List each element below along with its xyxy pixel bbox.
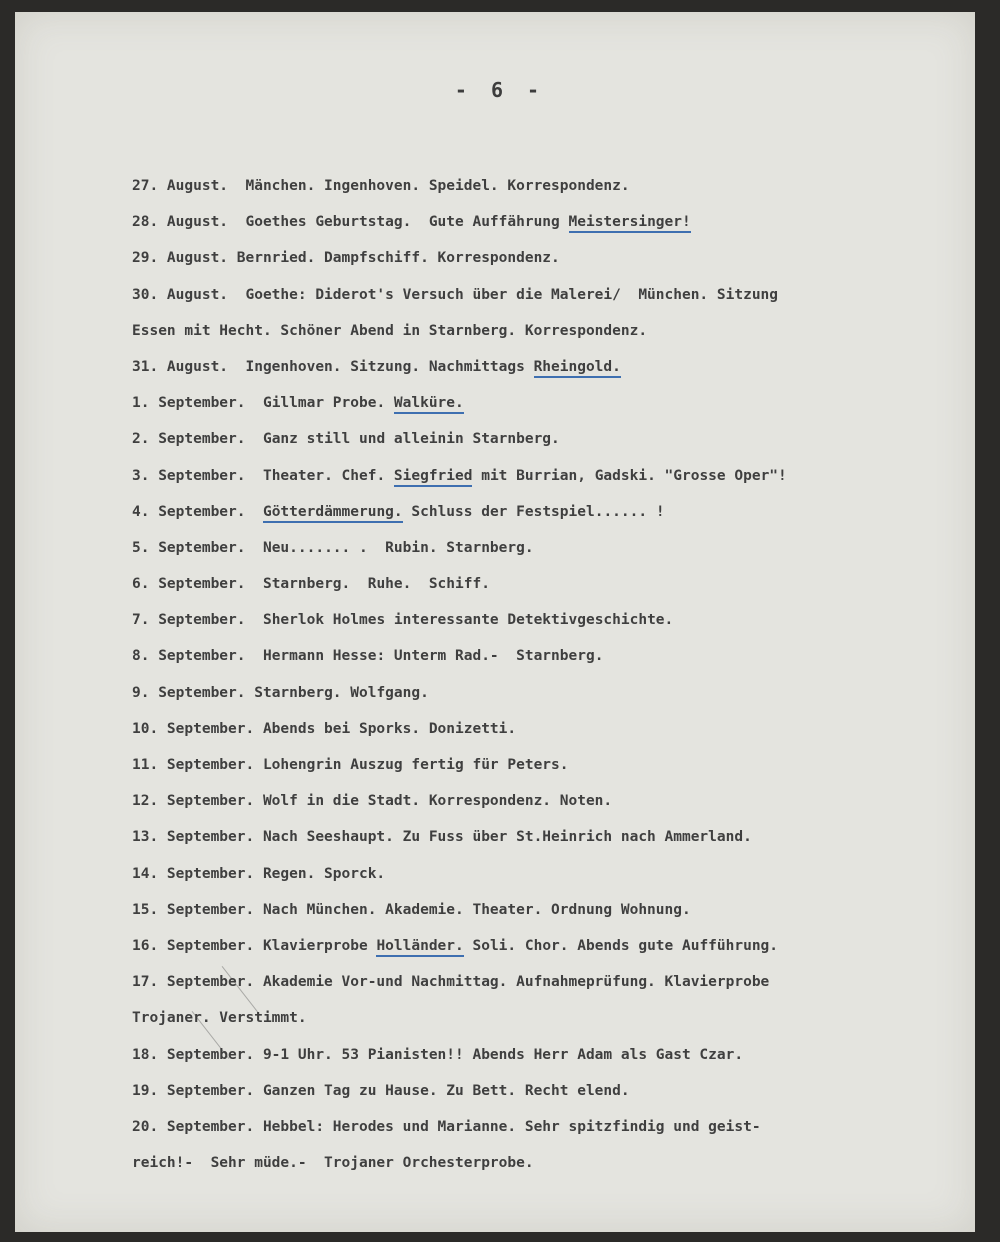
entry-date: 11. September. (132, 757, 255, 773)
entry-text: Lohengrin Auszug fertig für Peters. (254, 757, 569, 773)
entry-text: Abends bei Sporks. Donizetti. (254, 720, 517, 737)
diary-line (132, 1109, 962, 1145)
diary-line (132, 566, 962, 602)
entry-text: Bernried. Dampfschiff. Korrespondenz. (228, 250, 560, 267)
entry-text: reich!- Sehr müde.- Trojaner Orchesterprobe. (132, 1155, 534, 1172)
entry-date: 27. August. (132, 178, 229, 194)
diary-line (132, 602, 962, 638)
entry-date: 16. September. (132, 937, 255, 954)
diary-line (132, 168, 962, 204)
diary-line (132, 892, 962, 928)
diary-line (132, 783, 962, 819)
diary-line (132, 964, 962, 1000)
diary-line (132, 240, 962, 276)
diary-line (132, 204, 962, 240)
page-number: - 6 - (454, 78, 546, 102)
entry-date: 12. September. (132, 793, 255, 810)
entry-text (246, 504, 263, 520)
entry-date: 28. August. (132, 214, 229, 231)
diary-line (132, 313, 962, 349)
entry-date: 5. September. (132, 539, 246, 556)
entry-date: 19. September. (132, 1082, 255, 1099)
entry-text: Goethe: Diderot's Versuch über die Malerei/ München. Sitzung (228, 286, 779, 303)
entry-text: Starnberg. Ruhe. Schiff. (245, 576, 490, 593)
diary-line (132, 349, 962, 385)
underlined-title: Meistersinger! (569, 214, 691, 233)
entry-text: Goethes Geburtstag. Gute Auffährung (228, 214, 569, 231)
entry-date: 18. September. (132, 1046, 255, 1063)
diary-line (132, 494, 962, 530)
entry-text: Wolf in die Stadt. Korrespondenz. Noten. (254, 793, 613, 810)
entry-text: Ganzen Tag zu Hause. Zu Bett. Recht elend. (254, 1082, 630, 1099)
entry-text: Sherlok Holmes interessante Detektivgeschichte. (245, 612, 674, 629)
entry-text: Trojaner. Verstimmt. (132, 1010, 307, 1027)
entry-date: 4. September. (132, 503, 246, 520)
entry-text: Ganz still und alleinin Starnberg. (245, 431, 560, 448)
diary-line (132, 1073, 962, 1109)
diary-line (132, 1037, 962, 1073)
entry-text: Schluss der Festspiel...... ! (402, 503, 665, 520)
entry-text: Gillmar Probe. (245, 395, 394, 412)
underlined-title: Götterdämmerung. (263, 504, 403, 523)
diary-line (132, 638, 962, 674)
entry-date: 7. September. (132, 612, 246, 629)
entry-date: 1. September. (132, 395, 246, 412)
diary-line (132, 928, 962, 964)
entry-text: Ingenhoven. Sitzung. Nachmittags (228, 358, 534, 375)
entry-text: Mänchen. Ingenhoven. Speidel. Korrespondenz. (228, 178, 630, 194)
entry-text: Theater. Chef. (245, 467, 394, 484)
diary-line (132, 530, 962, 566)
diary-line (132, 711, 962, 747)
entry-date: 6. September. (132, 576, 246, 593)
entry-text: Hermann Hesse: Unterm Rad.- Starnberg. (245, 648, 604, 665)
diary-line (132, 277, 962, 313)
underlined-title: Siegfried (394, 468, 473, 487)
entry-text: Nach München. Akademie. Theater. Ordnung Wohnung. (254, 901, 691, 918)
entry-text: Nach Seeshaupt. Zu Fuss über St.Heinrich nach Ammerland. (254, 829, 752, 846)
entry-text: Regen. Sporck. (254, 865, 386, 882)
diary-entries (132, 168, 962, 1181)
diary-line (132, 1000, 962, 1036)
entry-text: Klavierprobe (254, 937, 377, 954)
entry-date: 30. August. (132, 286, 229, 303)
entry-text: Neu....... . Rubin. Starnberg. (245, 539, 534, 556)
diary-line (132, 819, 962, 855)
entry-text: Akademie Vor-und Nachmittag. Aufnahmeprüfung. Klavierprobe (254, 974, 770, 991)
underlined-title: Walküre. (394, 395, 464, 414)
entry-date: 8. September. (132, 648, 246, 665)
diary-line (132, 747, 962, 783)
diary-line (132, 458, 962, 494)
underlined-title: Rheingold. (534, 359, 621, 378)
entry-text: Hebbel: Herodes und Marianne. Sehr spitzfindig und geist- (254, 1118, 761, 1135)
entry-text: 9-1 Uhr. 53 Pianisten!! Abends Herr Adam als Gast Czar. (254, 1046, 744, 1063)
diary-line (132, 421, 962, 457)
entry-date: 3. September. (132, 467, 246, 484)
entry-text: Essen mit Hecht. Schöner Abend in Starnberg. Korrespondenz. (132, 322, 648, 339)
entry-text: Soli. Chor. Abends gute Aufführung. (463, 937, 779, 954)
diary-line (132, 385, 962, 421)
entry-date: 14. September. (132, 865, 255, 882)
entry-date: 15. September. (132, 901, 255, 918)
diary-line (132, 675, 962, 711)
entry-date: 20. September. (132, 1118, 255, 1135)
entry-date: 10. September. (132, 720, 255, 737)
entry-date: 2. September. (132, 431, 246, 448)
entry-date: 9. September. (132, 684, 246, 701)
entry-text: mit Burrian, Gadski. "Grosse Oper"! (472, 467, 787, 484)
underlined-title: Holländer. (376, 938, 463, 957)
entry-date: 31. August. (132, 358, 229, 375)
diary-line (132, 1145, 962, 1181)
diary-line (132, 856, 962, 892)
entry-date: 13. September. (132, 829, 255, 846)
entry-date: 29. August. (132, 250, 229, 267)
entry-date: 17. September. (132, 974, 255, 991)
entry-text: Starnberg. Wolfgang. (245, 684, 429, 701)
